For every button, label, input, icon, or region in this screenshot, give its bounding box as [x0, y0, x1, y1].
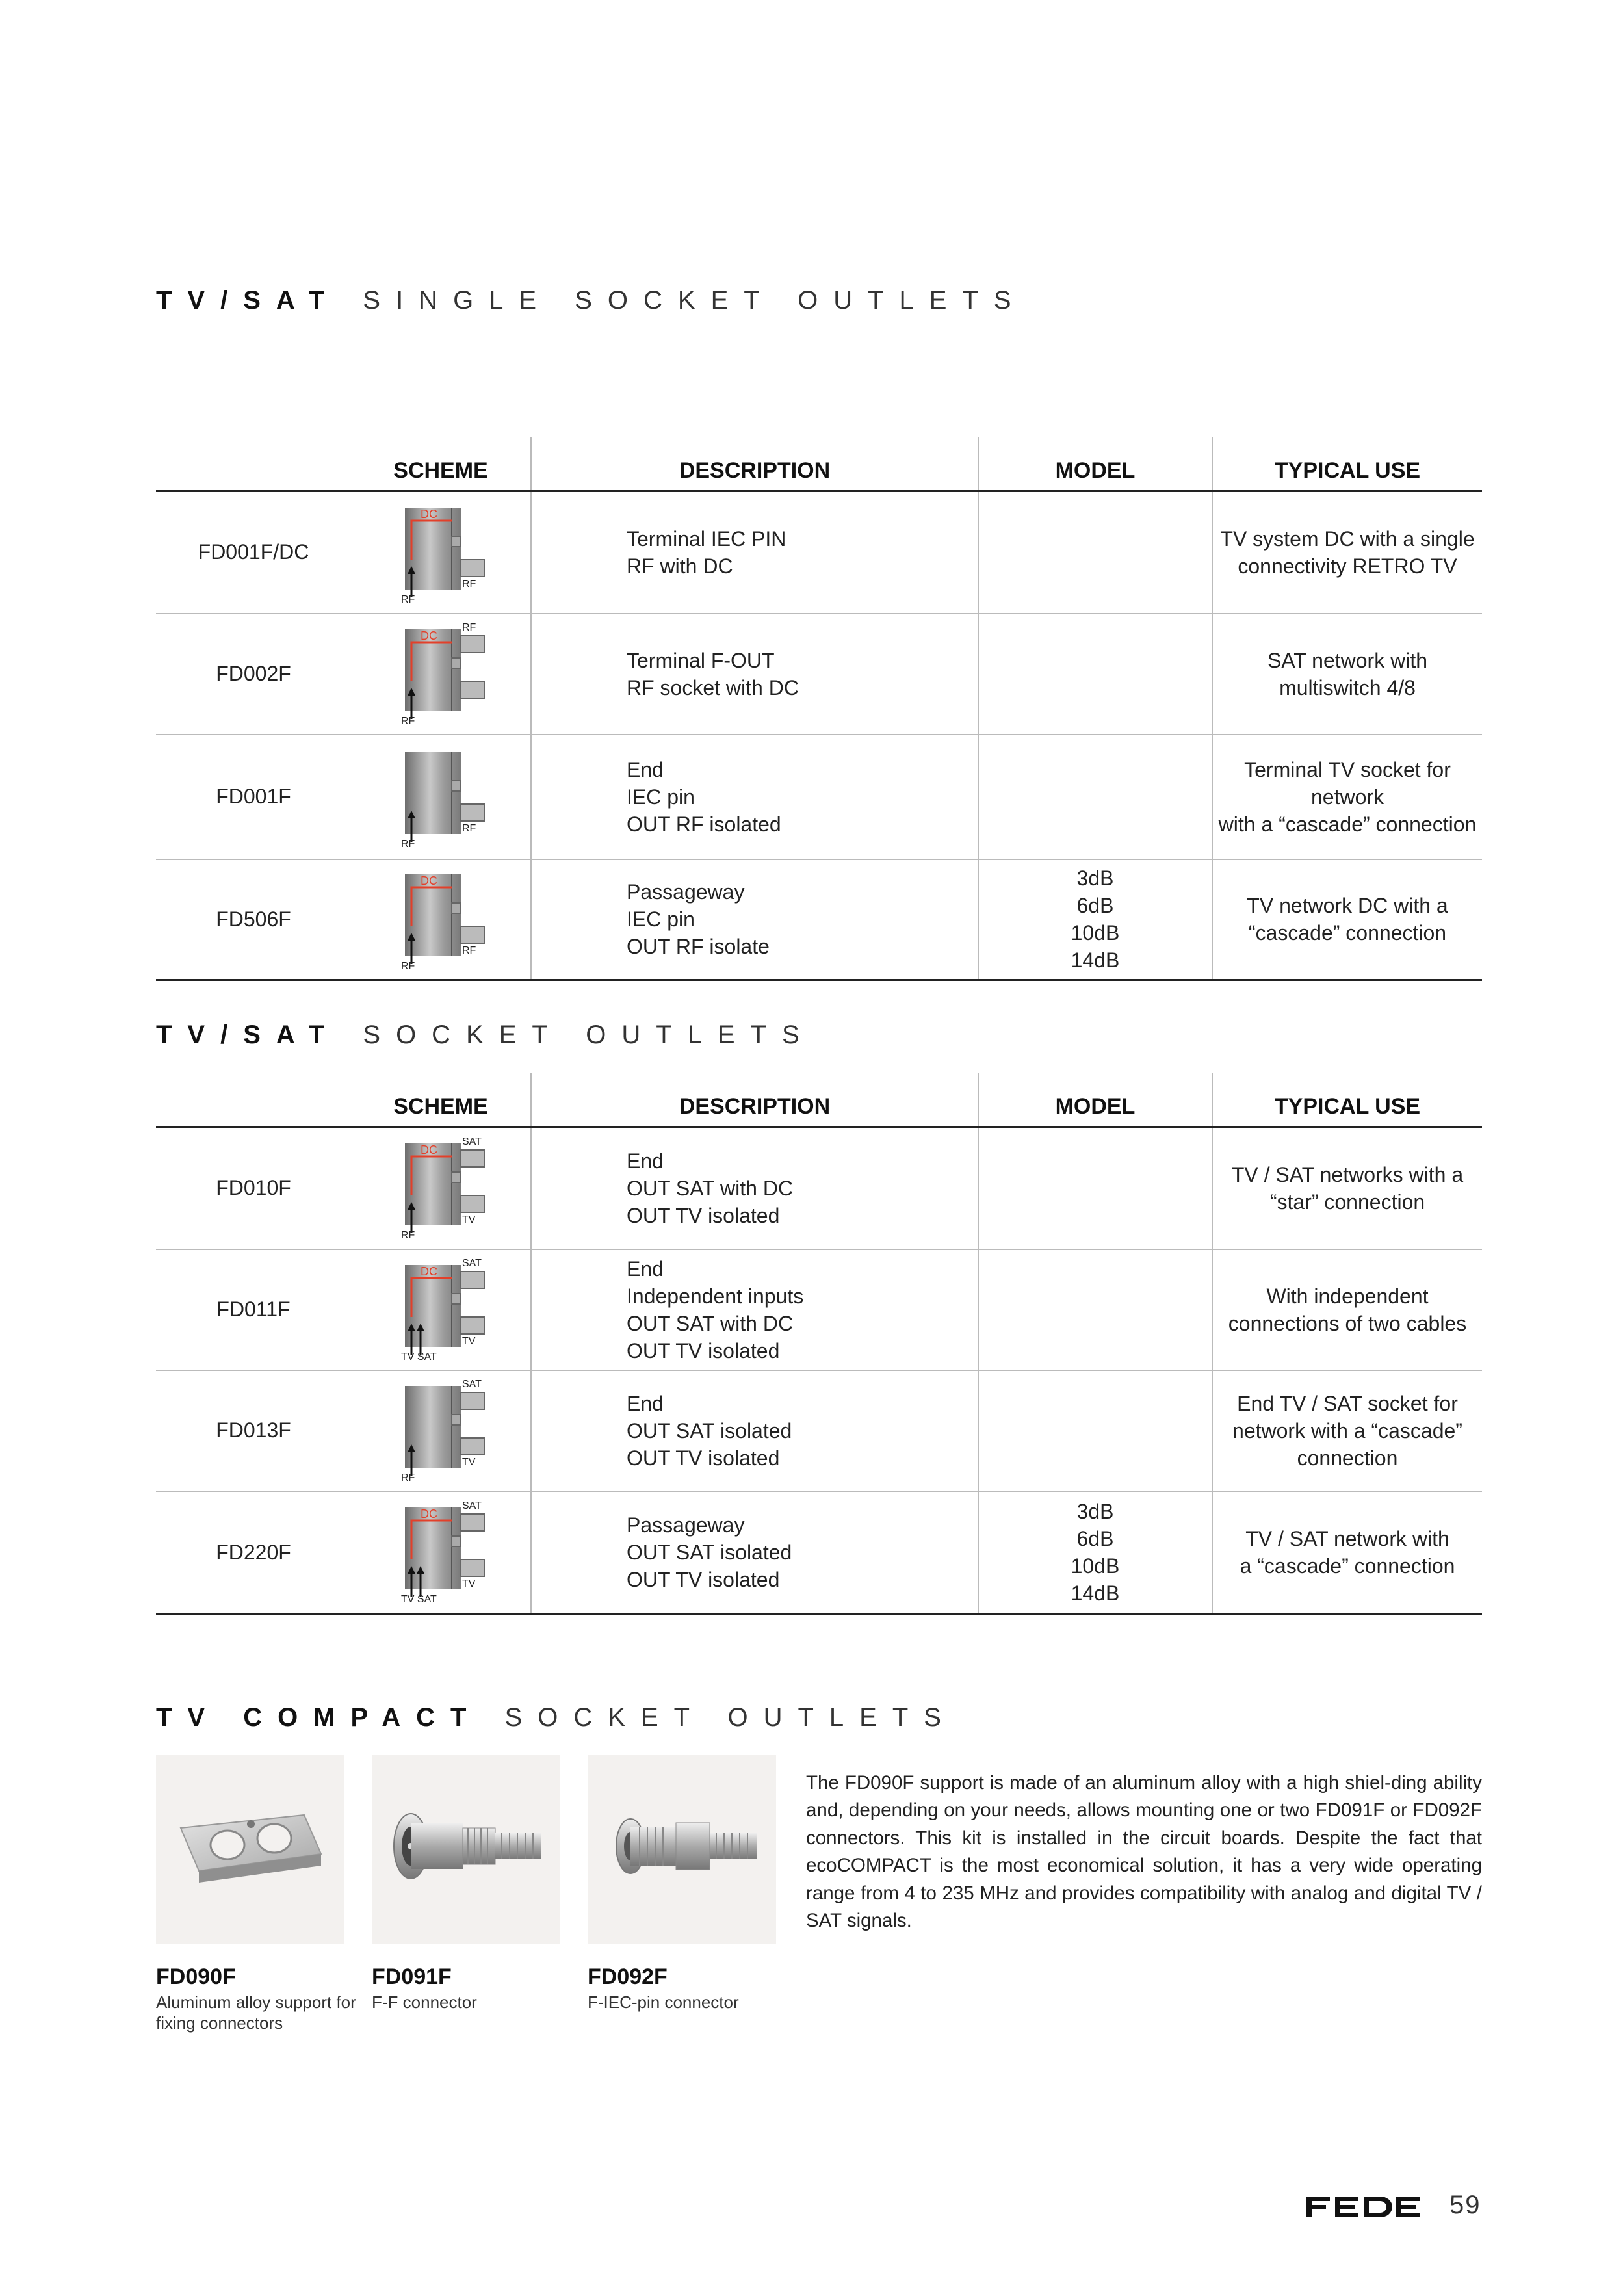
scheme-diagram-icon: [392, 1252, 489, 1363]
connector-icon: [461, 1559, 484, 1576]
product-description: F-F connector: [372, 1992, 477, 2012]
section-title-light: SOCKET OUTLETS: [504, 1703, 957, 1732]
cell-line: OUT SAT isolated: [627, 1418, 792, 1442]
model-cell: [978, 859, 1212, 980]
cell-line: End: [627, 1391, 664, 1415]
header-code: [156, 1073, 351, 1127]
cell-line: TV network DC with a: [1247, 894, 1448, 918]
header-scheme: SCHEME: [351, 437, 531, 491]
section-title-light: SOCKET OUTLETS: [363, 1021, 815, 1049]
scheme-cell: [351, 1127, 531, 1249]
cell-line: 14dB: [1071, 1582, 1120, 1606]
cell-line: RF with DC: [627, 554, 733, 578]
connector-icon: [461, 804, 484, 821]
cell-line: End: [627, 1149, 664, 1173]
connector-icon: [461, 1195, 484, 1212]
cell-line: Independent inputs: [627, 1284, 804, 1308]
model-cell: [978, 1370, 1212, 1491]
cell-line: 14dB: [1071, 948, 1120, 972]
section-title-light: SINGLE SOCKET OUTLETS: [363, 286, 1027, 315]
cell-line: OUT SAT with DC: [627, 1311, 794, 1335]
cell-line: Passageway: [627, 1513, 745, 1537]
scheme-diagram-icon: [392, 616, 489, 727]
cell-line: OUT TV isolated: [627, 1568, 780, 1592]
cell-line: OUT RF isolated: [627, 812, 781, 836]
connector-icon: [461, 1317, 484, 1334]
typical-use-cell: [1212, 1370, 1482, 1491]
typical-use-cell: [1212, 1491, 1482, 1615]
description-cell: [531, 1249, 978, 1370]
pin-icon: [452, 658, 461, 668]
dc-label: DC: [421, 629, 437, 642]
input-label: RF: [401, 961, 415, 972]
cell-line: OUT TV isolated: [627, 1338, 780, 1363]
cell-line: 3dB: [1076, 1500, 1114, 1524]
input-label: RF: [401, 1229, 415, 1241]
input-label: TV SAT: [401, 1594, 437, 1606]
cell-line: IEC pin: [627, 907, 695, 932]
product-code-cell: FD506F: [156, 859, 351, 980]
scheme-cell: [351, 1491, 531, 1615]
section-title-bold: TV/SAT: [156, 286, 341, 315]
top-connector-icon: [461, 636, 484, 653]
table-row: [156, 1370, 1482, 1491]
input-label: RF: [401, 594, 415, 605]
product-image-fd090f: [156, 1755, 344, 1944]
pin-icon: [452, 1172, 461, 1182]
cell-line: 6dB: [1076, 894, 1114, 918]
typical-use-cell: [1212, 859, 1482, 980]
scheme-cell: [351, 735, 531, 859]
page-number: 59: [1449, 2191, 1481, 2219]
output-label: TV: [462, 1335, 476, 1347]
dc-label: DC: [421, 1143, 437, 1156]
product-description: Aluminum alloy support for fixing connectors: [156, 1992, 356, 2033]
table-row: [156, 1127, 1482, 1249]
cell-line: SAT network with: [1267, 648, 1427, 672]
cell-line: “star” connection: [1269, 1190, 1425, 1214]
scheme-diagram-icon: [392, 495, 489, 605]
header-typical-use: TYPICAL USE: [1212, 1073, 1482, 1127]
input-label: RF: [401, 1472, 415, 1483]
product-image-fd092f: [588, 1755, 776, 1944]
output-label: TV: [462, 1456, 476, 1468]
cell-line: TV system DC with a single: [1220, 527, 1475, 551]
top-output-label: SAT: [462, 1257, 482, 1269]
model-cell: [978, 491, 1212, 614]
cell-line: OUT RF isolate: [627, 935, 770, 959]
cell-line: OUT SAT isolated: [627, 1541, 792, 1565]
scheme-diagram-icon: [392, 861, 489, 972]
section-title-bold: TV/SAT: [156, 1021, 341, 1049]
scheme-cell: [351, 1249, 531, 1370]
cell-line: Terminal IEC PIN: [627, 527, 786, 551]
connector-icon: [461, 926, 484, 943]
model-cell: [978, 1491, 1212, 1615]
cell-line: OUT TV isolated: [627, 1446, 780, 1470]
cell-line: Terminal TV socket for network: [1244, 757, 1451, 809]
brand-logo: [1306, 2194, 1421, 2223]
input-label: RF: [401, 715, 415, 727]
input-label: TV SAT: [401, 1351, 437, 1363]
scheme-diagram-icon: [392, 1130, 489, 1241]
table-row: [156, 1491, 1482, 1615]
fede-logo-icon: [1306, 2194, 1421, 2220]
cell-line: network with a “cascade”: [1232, 1418, 1462, 1442]
cell-line: connectivity RETRO TV: [1238, 554, 1457, 578]
f-iec-pin-connector-icon: [588, 1755, 776, 1944]
cell-line: 10dB: [1071, 1554, 1120, 1578]
table-row: [156, 614, 1482, 735]
cell-line: OUT TV isolated: [627, 1203, 780, 1227]
cell-line: TV / SAT network with: [1245, 1527, 1449, 1551]
cell-line: End: [627, 757, 664, 781]
top-output-label: SAT: [462, 1500, 482, 1512]
description-cell: [531, 1370, 978, 1491]
header-model: MODEL: [978, 1073, 1212, 1127]
cell-line: Passageway: [627, 880, 745, 904]
input-label: RF: [401, 838, 415, 850]
description-cell: [531, 614, 978, 735]
output-label: TV: [462, 1214, 476, 1225]
header-model: MODEL: [978, 437, 1212, 491]
model-cell: [978, 1249, 1212, 1370]
table-tvsat-socket: [156, 1073, 1482, 1615]
table-row: [156, 1249, 1482, 1370]
table-row: [156, 491, 1482, 614]
dc-label: DC: [421, 1507, 437, 1521]
pin-icon: [452, 1294, 461, 1304]
typical-use-cell: [1212, 735, 1482, 859]
product-code-cell: FD002F: [156, 614, 351, 735]
section-title-tvsat: [156, 1021, 815, 1050]
product-code-cell: FD001F: [156, 735, 351, 859]
cell-line: RF socket with DC: [627, 675, 799, 699]
product-code-cell: FD011F: [156, 1249, 351, 1370]
model-cell: [978, 735, 1212, 859]
description-cell: [531, 735, 978, 859]
scheme-diagram-icon: [392, 1373, 489, 1483]
description-cell: [531, 859, 978, 980]
dc-label: DC: [421, 507, 437, 521]
top-connector-icon: [461, 1272, 484, 1288]
output-label: RF: [462, 578, 476, 590]
scheme-diagram-icon: [392, 1494, 489, 1605]
cell-line: a “cascade” connection: [1240, 1554, 1455, 1578]
output-label: TV: [462, 1578, 476, 1590]
product-description: F-IEC-pin connector: [588, 1992, 739, 2012]
pin-icon: [452, 903, 461, 913]
pin-icon: [452, 781, 461, 791]
cell-line: 6dB: [1076, 1527, 1114, 1551]
product-code: FD090F: [156, 1964, 236, 1989]
product-code-cell: FD220F: [156, 1491, 351, 1615]
product-image-fd091f: [372, 1755, 560, 1944]
table-single-socket: [156, 437, 1482, 981]
typical-use-cell: [1212, 491, 1482, 614]
header-description: DESCRIPTION: [531, 437, 978, 491]
scheme-cell: [351, 614, 531, 735]
brand-name: FEDE: [1306, 2194, 1308, 2195]
aluminum-support-icon: [156, 1755, 344, 1944]
top-output-label: RF: [462, 621, 476, 633]
cell-line: With independent: [1266, 1284, 1429, 1308]
top-connector-icon: [461, 1514, 484, 1531]
table-row: [156, 859, 1482, 980]
top-connector-icon: [461, 1150, 484, 1167]
output-label: RF: [462, 822, 476, 834]
cell-line: IEC pin: [627, 785, 695, 809]
model-cell: [978, 614, 1212, 735]
product-code: FD092F: [588, 1964, 668, 1989]
section-title-single: [156, 286, 1027, 315]
product-code-cell: FD010F: [156, 1127, 351, 1249]
scheme-cell: [351, 491, 531, 614]
connector-icon: [461, 1438, 484, 1455]
product-code-cell: FD001F/DC: [156, 491, 351, 614]
connector-icon: [461, 560, 484, 577]
description-cell: [531, 1491, 978, 1615]
cell-line: connections of two cables: [1228, 1311, 1467, 1335]
typical-use-cell: [1212, 614, 1482, 735]
pin-icon: [452, 1415, 461, 1425]
model-cell: [978, 1127, 1212, 1249]
top-output-label: SAT: [462, 1136, 482, 1147]
cell-line: End: [627, 1257, 664, 1281]
header-description: DESCRIPTION: [531, 1073, 978, 1127]
product-code-cell: FD013F: [156, 1370, 351, 1491]
cell-line: connection: [1297, 1446, 1398, 1470]
header-scheme: SCHEME: [351, 1073, 531, 1127]
scheme-cell: [351, 859, 531, 980]
table-row: [156, 735, 1482, 859]
cell-line: TV / SAT networks with a: [1231, 1162, 1464, 1186]
output-label: RF: [462, 945, 476, 957]
cell-line: OUT SAT with DC: [627, 1176, 794, 1200]
cell-line: 10dB: [1071, 921, 1120, 945]
description-cell: [531, 1127, 978, 1249]
section-title-bold: TV COMPACT: [156, 1703, 482, 1732]
cell-line: multiswitch 4/8: [1279, 675, 1416, 699]
scheme-cell: [351, 1370, 531, 1491]
typical-use-cell: [1212, 1127, 1482, 1249]
pin-icon: [452, 1536, 461, 1546]
f-f-connector-icon: [372, 1755, 560, 1944]
cell-line: “cascade” connection: [1248, 921, 1447, 945]
section-title-compact: [156, 1703, 957, 1732]
header-typical-use: TYPICAL USE: [1212, 437, 1482, 491]
typical-use-cell: [1212, 1249, 1482, 1370]
dc-label: DC: [421, 874, 437, 888]
product-code: FD091F: [372, 1964, 452, 1989]
cell-line: Terminal F-OUT: [627, 648, 775, 672]
cell-line: End TV / SAT socket for: [1237, 1391, 1458, 1415]
top-connector-icon: [461, 1392, 484, 1409]
scheme-diagram-icon: [392, 739, 489, 850]
pin-icon: [452, 536, 461, 547]
header-code: [156, 437, 351, 491]
compact-description: The FD090F support is made of an aluminum alloy with a high shiel-ding ability and, depending on your needs, allows mounting one or two FD091F or FD092F connectors. This kit is installed in the circuit boards. Despite the fact that ecoCOMPACT is the most economical solution, it has a very wide operating range from 4 to 235 MHz and provides compatibility with analog and digital TV / SAT signals.: [806, 1771, 1482, 1931]
top-output-label: SAT: [462, 1378, 482, 1390]
dc-label: DC: [421, 1264, 437, 1278]
cell-line: with a “cascade” connection: [1218, 812, 1477, 836]
cell-line: 3dB: [1076, 867, 1114, 891]
connector-icon: [461, 681, 484, 698]
description-cell: [531, 491, 978, 614]
